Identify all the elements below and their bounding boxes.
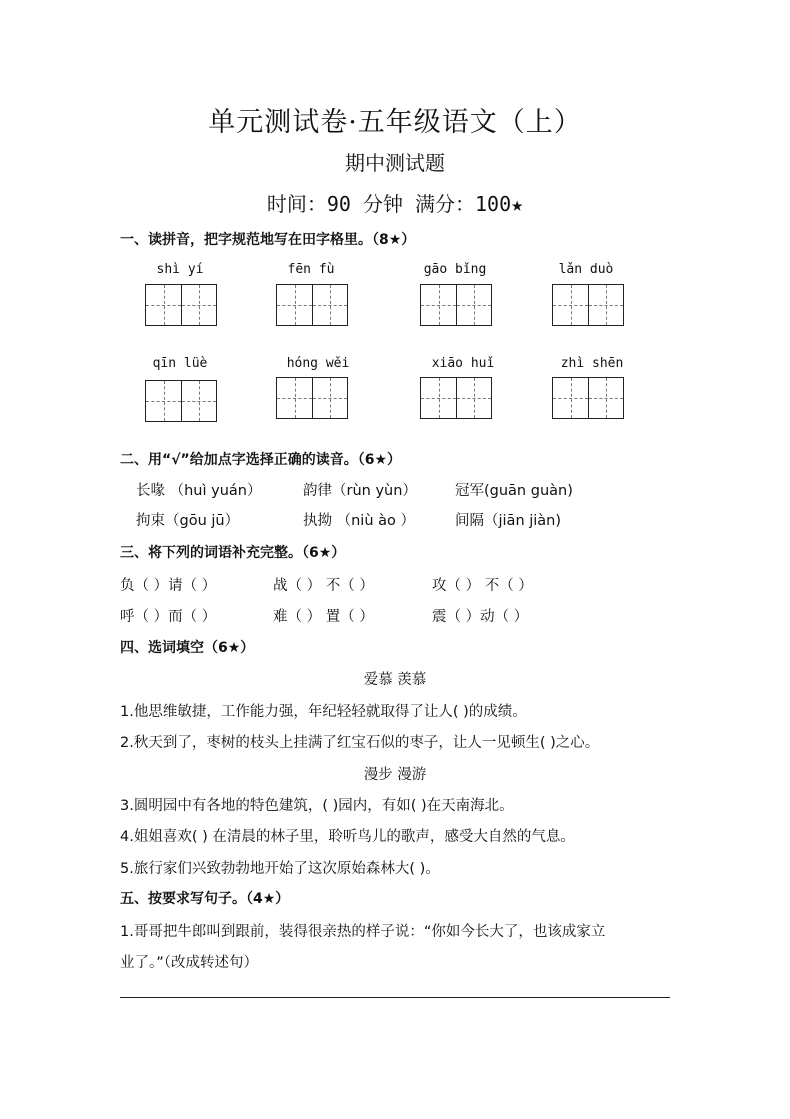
pronunciation-choice[interactable]: 冠军(guān guàn)	[455, 483, 573, 499]
idiom-fill[interactable]: 难（ ） 置（ ）	[273, 609, 374, 625]
idiom-fill[interactable]: 呼（ ）而（ ）	[120, 609, 217, 625]
page-subtitle: 期中测试题	[345, 151, 445, 175]
pinyin-label: zhì shēn	[560, 356, 624, 371]
question-line: 2.秋天到了，枣树的枝头上挂满了红宝石似的枣子，让人一见顿生( )之心。	[120, 735, 600, 751]
pinyin-label: hóng wěi	[286, 356, 350, 371]
writing-grid[interactable]	[276, 377, 348, 419]
pronunciation-choice[interactable]: 长喙 （huì yuán）	[136, 483, 262, 499]
pinyin-label: xiāo huǐ	[431, 356, 495, 371]
question-line: 业了。”（改成转述句）	[120, 955, 259, 971]
section-heading-1: 一、读拼音，把字规范地写在田字格里。（8★）	[120, 232, 416, 248]
pronunciation-choice[interactable]: 拘束（gōu jū）	[136, 513, 240, 529]
writing-grid[interactable]	[145, 380, 217, 422]
pinyin-label: gāo bǐng	[423, 262, 487, 277]
pinyin-label: shì yí	[156, 262, 204, 277]
writing-grid[interactable]	[276, 284, 348, 326]
exam-meta: 时间：90 分钟 满分：100★	[266, 192, 524, 216]
pronunciation-choice[interactable]: 韵律（rùn yùn）	[303, 483, 417, 499]
idiom-fill[interactable]: 攻（ ） 不（ ）	[432, 578, 533, 594]
word-pair: 爱慕 羡慕	[363, 672, 427, 688]
pronunciation-choice[interactable]: 间隔（jiān jiàn)	[455, 513, 562, 529]
writing-grid[interactable]	[145, 284, 217, 326]
word-pair: 漫步 漫游	[363, 767, 427, 783]
idiom-fill[interactable]: 战（ ） 不（ ）	[273, 578, 374, 594]
pronunciation-choice[interactable]: 执拗 （niù ào ）	[303, 513, 415, 529]
idiom-fill[interactable]: 震（ ）动（ ）	[432, 609, 529, 625]
writing-grid[interactable]	[552, 284, 624, 326]
page-title: 单元测试卷·五年级语文（上）	[208, 107, 582, 138]
writing-grid[interactable]	[552, 377, 624, 419]
question-line: 4.姐姐喜欢( ) 在清晨的林子里，聆听鸟儿的歌声，感受大自然的气息。	[120, 829, 575, 845]
writing-grid[interactable]	[420, 284, 492, 326]
question-line: 3.圆明园中有各地的特色建筑，( )园内，有如( )在天南海北。	[120, 798, 514, 814]
section-heading-3: 三、将下列的词语补充完整。（6★）	[120, 545, 346, 561]
writing-grid[interactable]	[420, 377, 492, 419]
question-line: 1.哥哥把牛郎叫到跟前，装得很亲热的样子说：“你如今长大了，也该成家立	[120, 924, 606, 940]
answer-line[interactable]	[120, 997, 670, 998]
question-line: 5.旅行家们兴致勃勃地开始了这次原始森林大( )。	[120, 861, 440, 877]
question-line: 1.他思维敏捷，工作能力强，年纪轻轻就取得了让人( )的成绩。	[120, 704, 527, 720]
idiom-fill[interactable]: 负（ ）请（ ）	[120, 578, 217, 594]
pinyin-label: qīn lüè	[152, 356, 208, 371]
section-heading-5: 五、按要求写句子。（4★）	[120, 891, 290, 907]
pinyin-label: fēn fù	[287, 262, 335, 277]
section-heading-2: 二、用“√”给加点字选择正确的读音。（6★）	[120, 452, 402, 468]
section-heading-4: 四、选词填空（6★）	[120, 640, 255, 656]
pinyin-label: lǎn duò	[558, 262, 614, 277]
